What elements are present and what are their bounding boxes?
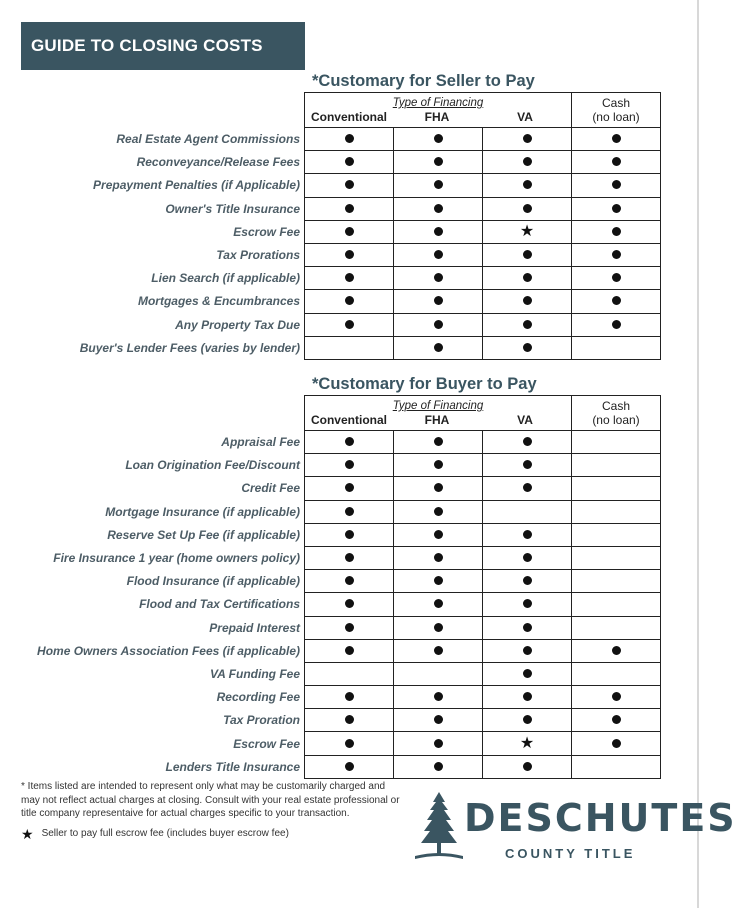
seller-cell xyxy=(305,290,394,313)
buyer-cell xyxy=(305,662,394,685)
seller-cell xyxy=(483,267,572,290)
seller-row-label: Lien Search (if applicable) xyxy=(151,271,300,286)
seller-cell xyxy=(394,267,483,290)
bullet-icon xyxy=(345,507,354,516)
buyer-row xyxy=(305,709,661,732)
buyer-row-label: VA Funding Fee xyxy=(210,667,300,681)
seller-cell xyxy=(394,243,483,266)
bullet-icon xyxy=(345,296,354,305)
buyer-cell xyxy=(572,477,661,500)
bullet-icon xyxy=(434,692,443,701)
bullet-icon xyxy=(345,762,354,771)
seller-cell xyxy=(394,220,483,243)
buyer-row-label: Credit Fee xyxy=(241,481,300,496)
bullet-icon xyxy=(345,739,354,748)
seller-cell xyxy=(572,197,661,220)
buyer-row xyxy=(305,523,661,546)
bullet-icon xyxy=(345,692,354,701)
seller-cell xyxy=(305,336,394,359)
bullet-icon xyxy=(434,250,443,259)
bullet-icon xyxy=(345,530,354,539)
bullet-icon xyxy=(345,623,354,632)
bullet-icon xyxy=(612,204,621,213)
buyer-cell xyxy=(394,686,483,709)
buyer-type-label: Type of Financing xyxy=(392,400,484,412)
buyer-cell xyxy=(394,431,483,454)
buyer-cell xyxy=(572,570,661,593)
seller-row xyxy=(305,336,661,359)
seller-col-cash xyxy=(572,93,661,128)
bullet-icon xyxy=(434,204,443,213)
seller-cell xyxy=(305,197,394,220)
seller-row xyxy=(305,243,661,266)
seller-cell xyxy=(483,174,572,197)
company-logo xyxy=(415,790,737,865)
seller-cell xyxy=(305,151,394,174)
seller-cell xyxy=(572,336,661,359)
seller-cell xyxy=(572,290,661,313)
bullet-icon xyxy=(434,343,443,352)
bullet-icon xyxy=(523,437,532,446)
seller-row xyxy=(305,267,661,290)
bullet-icon xyxy=(434,134,443,143)
seller-cell xyxy=(572,267,661,290)
buyer-cell xyxy=(305,593,394,616)
seller-row xyxy=(305,151,661,174)
footnote-text: * Items listed are intended to represent only what may be customarily charged and may not reflect actual charges at closing. Consult with your real estate professional or title company representaive for actual charges specific to your transaction. xyxy=(21,781,400,819)
seller-row-label: Reconveyance/Release Fees xyxy=(136,155,300,170)
buyer-cell xyxy=(483,662,572,685)
bullet-icon xyxy=(612,273,621,282)
bullet-icon xyxy=(345,553,354,562)
seller-cell xyxy=(572,243,661,266)
seller-cell xyxy=(572,151,661,174)
buyer-cell xyxy=(394,477,483,500)
buyer-col-conventional: Conventional xyxy=(310,413,387,427)
buyer-row-label: Escrow Fee xyxy=(233,736,300,751)
buyer-row xyxy=(305,477,661,500)
bullet-icon xyxy=(345,204,354,213)
seller-cell xyxy=(483,220,572,243)
buyer-cell xyxy=(572,686,661,709)
bullet-icon xyxy=(345,437,354,446)
bullet-icon xyxy=(345,320,354,329)
seller-row-label: Mortgages & Encumbrances xyxy=(137,294,300,309)
buyer-cell xyxy=(394,709,483,732)
seller-row xyxy=(305,220,661,243)
bullet-icon xyxy=(523,296,532,305)
bullet-icon xyxy=(523,669,532,678)
buyer-cell xyxy=(394,639,483,662)
bullet-icon xyxy=(612,180,621,189)
seller-cell xyxy=(572,174,661,197)
buyer-row-label: Appraisal Fee xyxy=(221,435,300,449)
buyer-cell xyxy=(394,732,483,755)
seller-heading: *Customary for Seller to Pay xyxy=(312,72,535,90)
seller-row-label: Prepayment Penalties (if Applicable) xyxy=(93,178,300,193)
seller-cell xyxy=(305,267,394,290)
buyer-cell xyxy=(305,570,394,593)
bullet-icon xyxy=(434,273,443,282)
seller-cell xyxy=(483,290,572,313)
buyer-col-va: VA xyxy=(517,413,533,427)
buyer-cell xyxy=(483,500,572,523)
bullet-icon xyxy=(434,553,443,562)
seller-cell xyxy=(483,243,572,266)
buyer-cell xyxy=(394,523,483,546)
buyer-cell xyxy=(305,500,394,523)
seller-cell xyxy=(394,174,483,197)
seller-cell xyxy=(394,128,483,151)
bullet-icon xyxy=(434,483,443,492)
buyer-row xyxy=(305,593,661,616)
buyer-cell xyxy=(572,523,661,546)
bullet-icon xyxy=(612,739,621,748)
buyer-cash-line2: (no loan) xyxy=(592,413,640,427)
seller-cell xyxy=(572,313,661,336)
seller-row-label: Real Estate Agent Commissions xyxy=(116,132,300,146)
buyer-row xyxy=(305,570,661,593)
bullet-icon xyxy=(434,437,443,446)
bullet-icon xyxy=(345,157,354,166)
seller-cell xyxy=(572,220,661,243)
seller-cell xyxy=(394,151,483,174)
page-title: GUIDE TO CLOSING COSTS xyxy=(21,22,305,70)
buyer-cell xyxy=(483,616,572,639)
buyer-cell xyxy=(305,686,394,709)
bullet-icon xyxy=(612,134,621,143)
bullet-icon xyxy=(523,692,532,701)
pine-tree-icon xyxy=(415,790,463,862)
buyer-cell xyxy=(305,523,394,546)
bullet-icon xyxy=(434,576,443,585)
seller-cell xyxy=(394,336,483,359)
buyer-cell xyxy=(305,616,394,639)
buyer-cell xyxy=(305,732,394,755)
bullet-icon xyxy=(523,134,532,143)
seller-cell xyxy=(572,128,661,151)
star-icon: ★ xyxy=(21,825,34,842)
seller-row xyxy=(305,313,661,336)
buyer-cell xyxy=(572,732,661,755)
buyer-row-label: Mortgage Insurance (if applicable) xyxy=(105,504,300,519)
buyer-cell xyxy=(305,639,394,662)
footnote-block xyxy=(21,780,401,842)
buyer-cash-line1: Cash xyxy=(601,399,630,413)
buyer-row-label: Lenders Title Insurance xyxy=(165,759,300,774)
buyer-row xyxy=(305,755,661,778)
buyer-row xyxy=(305,431,661,454)
buyer-row xyxy=(305,546,661,569)
buyer-cell xyxy=(483,686,572,709)
bullet-icon xyxy=(345,483,354,492)
seller-cell xyxy=(305,220,394,243)
buyer-table xyxy=(304,395,661,779)
buyer-cell xyxy=(572,755,661,778)
seller-cash-line1: Cash xyxy=(601,96,630,110)
buyer-cell xyxy=(483,454,572,477)
buyer-cell xyxy=(394,755,483,778)
seller-row xyxy=(305,128,661,151)
bullet-icon xyxy=(345,715,354,724)
seller-cell xyxy=(305,243,394,266)
seller-type-header xyxy=(305,93,572,128)
bullet-icon xyxy=(523,157,532,166)
bullet-icon xyxy=(434,460,443,469)
seller-col-conventional: Conventional xyxy=(310,110,387,124)
buyer-cell xyxy=(305,546,394,569)
buyer-cell xyxy=(394,546,483,569)
bullet-icon xyxy=(434,623,443,632)
buyer-cell xyxy=(483,732,572,755)
buyer-cell xyxy=(483,755,572,778)
bullet-icon xyxy=(434,599,443,608)
buyer-row-label: Loan Origination Fee/Discount xyxy=(125,458,300,473)
seller-cell xyxy=(483,336,572,359)
seller-header-row xyxy=(305,93,661,128)
seller-cell xyxy=(305,313,394,336)
buyer-cell xyxy=(483,431,572,454)
bullet-icon xyxy=(612,296,621,305)
bullet-icon xyxy=(434,320,443,329)
bullet-icon xyxy=(345,250,354,259)
buyer-cell xyxy=(572,431,661,454)
buyer-cell xyxy=(483,477,572,500)
page-edge xyxy=(697,0,699,908)
seller-cash-line2: (no loan) xyxy=(592,110,640,124)
bullet-icon xyxy=(434,227,443,236)
bullet-icon xyxy=(345,460,354,469)
bullet-icon xyxy=(523,180,532,189)
buyer-row xyxy=(305,616,661,639)
bullet-icon xyxy=(523,623,532,632)
seller-row xyxy=(305,290,661,313)
buyer-cell xyxy=(305,709,394,732)
buyer-cell xyxy=(572,639,661,662)
buyer-cell xyxy=(394,570,483,593)
bullet-icon xyxy=(523,599,532,608)
bullet-icon xyxy=(434,157,443,166)
seller-cell xyxy=(394,197,483,220)
bullet-icon xyxy=(434,530,443,539)
buyer-row-label: Prepaid Interest xyxy=(209,620,300,635)
seller-cell xyxy=(483,128,572,151)
seller-table xyxy=(304,92,661,360)
bullet-icon xyxy=(523,553,532,562)
bullet-icon xyxy=(523,204,532,213)
bullet-icon xyxy=(523,762,532,771)
star-icon: ★ xyxy=(519,222,535,240)
star-note xyxy=(21,826,401,842)
buyer-header-row xyxy=(305,396,661,431)
buyer-row-label: Tax Proration xyxy=(223,713,300,728)
bullet-icon xyxy=(434,646,443,655)
seller-row xyxy=(305,174,661,197)
buyer-cell xyxy=(483,639,572,662)
bullet-icon xyxy=(612,320,621,329)
bullet-icon xyxy=(434,762,443,771)
bullet-icon xyxy=(612,692,621,701)
seller-col-va: VA xyxy=(517,110,533,124)
buyer-cell xyxy=(394,454,483,477)
logo-wordmark: DESCHUTES xyxy=(464,796,737,840)
bullet-icon xyxy=(523,483,532,492)
buyer-row-label: Flood and Tax Certifications xyxy=(139,597,300,612)
buyer-cell xyxy=(483,593,572,616)
bullet-icon xyxy=(345,180,354,189)
buyer-col-fha: FHA xyxy=(424,413,450,427)
buyer-cell xyxy=(572,593,661,616)
bullet-icon xyxy=(523,320,532,329)
bullet-icon xyxy=(345,599,354,608)
buyer-cell xyxy=(394,616,483,639)
bullet-icon xyxy=(612,157,621,166)
star-note-text: Seller to pay full escrow fee (includes buyer escrow fee) xyxy=(41,827,289,839)
buyer-row xyxy=(305,500,661,523)
buyer-row xyxy=(305,639,661,662)
seller-row-label: Any Property Tax Due xyxy=(175,317,300,332)
seller-cell xyxy=(483,151,572,174)
bullet-icon xyxy=(345,273,354,282)
buyer-cell xyxy=(394,500,483,523)
seller-row-label: Owner's Title Insurance xyxy=(165,201,300,216)
bullet-icon xyxy=(523,273,532,282)
seller-row-label: Buyer's Lender Fees (varies by lender) xyxy=(79,340,300,355)
buyer-row-label: Flood Insurance (if applicable) xyxy=(126,574,300,589)
buyer-row xyxy=(305,732,661,755)
buyer-cell xyxy=(305,477,394,500)
seller-cell xyxy=(305,174,394,197)
bullet-icon xyxy=(523,576,532,585)
seller-type-label: Type of Financing xyxy=(392,97,484,109)
buyer-col-cash xyxy=(572,396,661,431)
bullet-icon xyxy=(523,530,532,539)
seller-cell xyxy=(483,313,572,336)
seller-row-label: Tax Prorations xyxy=(216,248,300,262)
bullet-icon xyxy=(612,715,621,724)
buyer-cell xyxy=(572,709,661,732)
seller-cell xyxy=(305,128,394,151)
buyer-cell xyxy=(394,593,483,616)
buyer-row-label: Fire Insurance 1 year (home owners policy) xyxy=(53,551,300,565)
bullet-icon xyxy=(523,715,532,724)
seller-row xyxy=(305,197,661,220)
buyer-cell xyxy=(572,500,661,523)
seller-cell xyxy=(394,313,483,336)
buyer-cell xyxy=(572,454,661,477)
buyer-row xyxy=(305,686,661,709)
buyer-row xyxy=(305,662,661,685)
buyer-row-label: Recording Fee xyxy=(216,690,300,705)
bullet-icon xyxy=(345,646,354,655)
bullet-icon xyxy=(345,227,354,236)
seller-cell xyxy=(394,290,483,313)
bullet-icon xyxy=(523,460,532,469)
star-icon: ★ xyxy=(519,734,535,752)
buyer-cell xyxy=(483,523,572,546)
bullet-icon xyxy=(345,576,354,585)
bullet-icon xyxy=(523,646,532,655)
bullet-icon xyxy=(434,715,443,724)
buyer-cell xyxy=(305,454,394,477)
buyer-type-header xyxy=(305,396,572,431)
buyer-cell xyxy=(572,616,661,639)
buyer-cell xyxy=(483,570,572,593)
buyer-cell xyxy=(483,709,572,732)
bullet-icon xyxy=(434,296,443,305)
buyer-cell xyxy=(305,431,394,454)
bullet-icon xyxy=(612,646,621,655)
buyer-cell xyxy=(483,546,572,569)
bullet-icon xyxy=(612,227,621,236)
bullet-icon xyxy=(523,250,532,259)
seller-col-fha: FHA xyxy=(424,110,450,124)
seller-cell xyxy=(483,197,572,220)
bullet-icon xyxy=(523,343,532,352)
bullet-icon xyxy=(434,739,443,748)
buyer-row-label: Reserve Set Up Fee (if applicable) xyxy=(107,527,300,542)
buyer-row xyxy=(305,454,661,477)
seller-row-label: Escrow Fee xyxy=(233,224,300,239)
bullet-icon xyxy=(434,507,443,516)
bullet-icon xyxy=(345,134,354,143)
bullet-icon xyxy=(434,180,443,189)
buyer-cell xyxy=(394,662,483,685)
buyer-cell xyxy=(572,546,661,569)
buyer-cell xyxy=(572,662,661,685)
bullet-icon xyxy=(612,250,621,259)
logo-subtitle: COUNTY TITLE xyxy=(505,846,636,861)
buyer-heading: *Customary for Buyer to Pay xyxy=(312,375,537,393)
buyer-cell xyxy=(305,755,394,778)
buyer-row-label: Home Owners Association Fees (if applicable) xyxy=(37,643,300,658)
